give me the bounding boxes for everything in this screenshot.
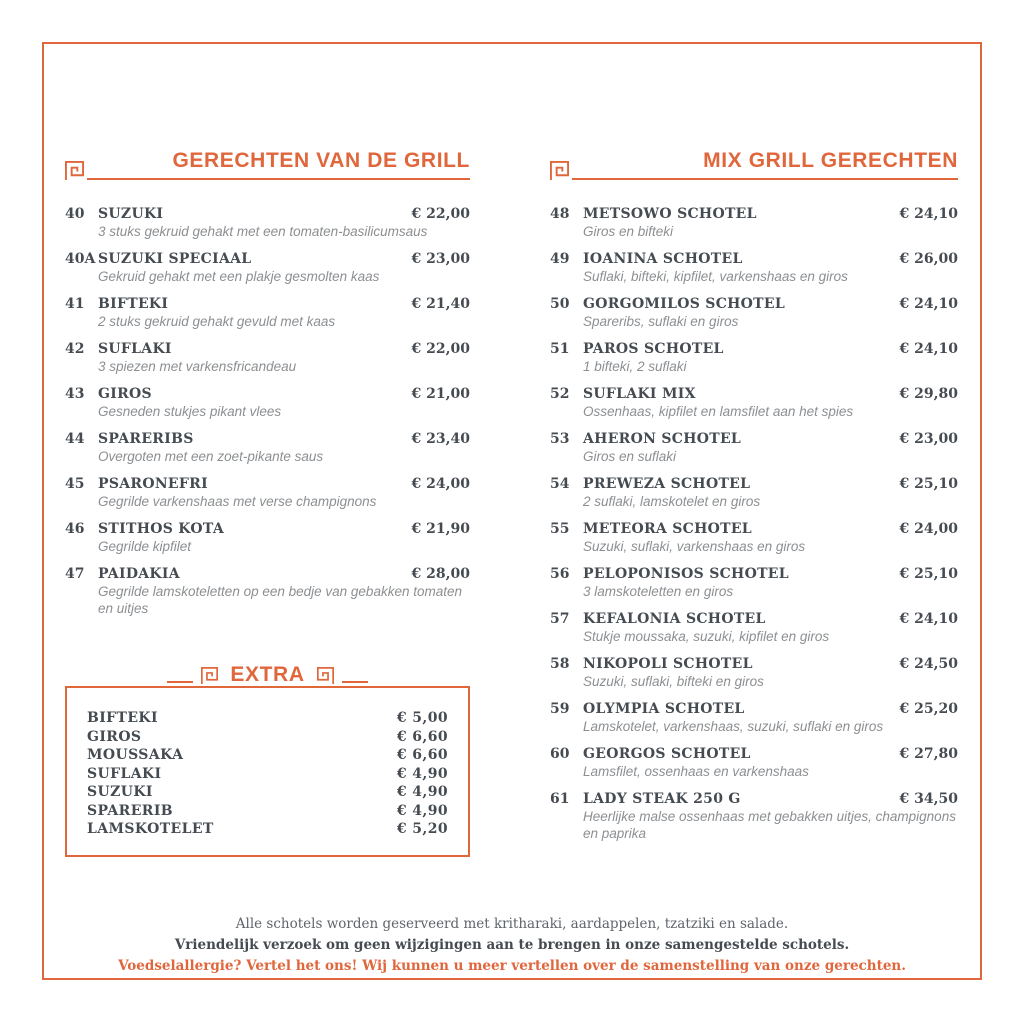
section-extra-header (65, 664, 470, 685)
menu-item (65, 341, 470, 375)
section-extra (65, 664, 470, 857)
item-number: 53 (550, 431, 570, 447)
menu-item (550, 701, 958, 735)
item-description: 2 stuks gekruid gehakt gevuld met kaas (98, 314, 336, 329)
section-mixgrill-header (550, 150, 958, 180)
menu-item (550, 386, 958, 420)
item-price: € 24,00 (899, 521, 958, 537)
item-name: METSOWO SCHOTEL (583, 206, 757, 222)
item-price: € 24,50 (899, 656, 958, 672)
menu-item-head (550, 296, 958, 313)
extra-item-row (87, 765, 448, 784)
item-name: PELOPONISOS SCHOTEL (583, 566, 789, 582)
item-description: 3 stuks gekruid gehakt met een tomaten-basilicumsaus (98, 224, 428, 239)
item-description: Gekruid gehakt met een plakje gesmolten kaas (98, 269, 380, 284)
item-description: 3 lamskoteletten en giros (583, 584, 734, 599)
extra-item-row (87, 820, 448, 839)
greek-key-icon (317, 667, 334, 684)
menu-item (65, 296, 470, 330)
item-price: € 21,90 (411, 521, 470, 537)
item-price: € 25,10 (899, 566, 958, 582)
item-number: 57 (550, 611, 570, 627)
extra-item-name: SUZUKI (87, 784, 153, 800)
item-price: € 24,10 (899, 296, 958, 312)
item-number: 55 (550, 521, 570, 537)
extra-item-row (87, 802, 448, 821)
extra-item-name: SPARERIB (87, 802, 174, 819)
menu-item (550, 251, 958, 285)
item-price: € 24,10 (899, 206, 958, 222)
item-number: 45 (65, 476, 85, 492)
item-name: PSARONEFRI (98, 476, 208, 492)
menu-item-head (65, 386, 470, 403)
menu-item-head (65, 341, 470, 358)
item-name: GIROS (98, 386, 152, 402)
extra-item-price: € 4,90 (396, 802, 448, 819)
menu-item-head (550, 701, 958, 718)
item-number: 56 (550, 566, 570, 582)
item-number: 50 (550, 296, 570, 312)
extra-item-price: € 6,60 (396, 747, 448, 763)
item-price: € 23,40 (411, 431, 470, 447)
menu-item (550, 431, 958, 465)
menu-item-head (65, 476, 470, 493)
item-name: LADY STEAK 250 G (583, 791, 741, 807)
item-name: SUZUKI (98, 206, 164, 222)
item-number: 40 (65, 206, 85, 222)
section-mixgrill-items (550, 206, 958, 842)
item-number: 43 (65, 386, 85, 402)
section-grill-title: GERECHTEN VAN DE GRILL (172, 149, 470, 172)
extra-item-price: € 5,20 (396, 821, 448, 837)
item-description: Lamskotelet, varkenshaas, suzuki, suflaki en giros (583, 719, 884, 734)
item-number: 44 (65, 431, 85, 447)
menu-item (550, 746, 958, 780)
item-description: Stukje moussaka, suzuki, kipfilet en giros (583, 629, 830, 644)
extra-header-dash-right (342, 681, 368, 683)
item-name: BIFTEKI (98, 296, 169, 312)
menu-item (65, 521, 470, 555)
section-grill (65, 150, 470, 628)
item-description: Heerlijke malse ossenhaas met gebakken uitjes, champignons en paprika (583, 809, 956, 841)
item-price: € 24,00 (411, 476, 470, 492)
menu-item (65, 566, 470, 617)
menu-item (550, 476, 958, 510)
item-price: € 23,00 (899, 431, 958, 447)
extra-item-name: SUFLAKI (87, 765, 162, 782)
item-price: € 28,00 (411, 566, 470, 582)
item-number: 48 (550, 206, 570, 222)
item-description: Gegrilde kipfilet (98, 539, 192, 554)
menu-item-head (550, 341, 958, 358)
item-price: € 27,80 (899, 746, 958, 762)
footer-notes (0, 914, 1024, 977)
menu-item-head (65, 251, 470, 268)
item-price: € 23,00 (411, 251, 470, 267)
menu-item-head (550, 206, 958, 223)
rule-line (572, 178, 958, 180)
item-description: Gegrilde lamskoteletten op een bedje van gebakken tomaten en uitjes (98, 584, 462, 616)
item-name: METEORA SCHOTEL (583, 521, 752, 537)
item-name: PAROS SCHOTEL (583, 341, 724, 357)
item-number: 42 (65, 341, 85, 357)
menu-item (550, 296, 958, 330)
item-name: GEORGOS SCHOTEL (583, 746, 751, 762)
item-number: 61 (550, 791, 570, 807)
item-description: Giros en suflaki (583, 449, 677, 464)
item-name: GORGOMILOS SCHOTEL (583, 296, 786, 312)
item-number: 52 (550, 386, 570, 402)
menu-item-head (65, 566, 470, 583)
menu-item (550, 791, 958, 842)
section-mixgrill (550, 150, 958, 853)
item-name: OLYMPIA SCHOTEL (583, 701, 745, 717)
menu-item (550, 341, 958, 375)
item-description: 1 bifteki, 2 suflaki (583, 359, 687, 374)
item-price: € 29,80 (899, 386, 958, 402)
item-number: 60 (550, 746, 570, 762)
section-grill-items (65, 206, 470, 617)
menu-item-head (550, 386, 958, 403)
item-name: SPARERIBS (98, 431, 194, 447)
menu-item-head (65, 206, 470, 223)
extra-item-name: BIFTEKI (87, 710, 158, 726)
extra-item-price: € 4,90 (396, 784, 448, 800)
item-description: 2 suflaki, lamskotelet en giros (583, 494, 761, 509)
extra-item-row (87, 728, 448, 747)
item-description: Suzuki, suflaki, bifteki en giros (583, 674, 764, 689)
item-description: 3 spiezen met varkensfricandeau (98, 359, 297, 374)
menu-item-head (550, 746, 958, 763)
menu-item-head (550, 566, 958, 583)
menu-item (65, 386, 470, 420)
menu-item (550, 656, 958, 690)
item-name: AHERON SCHOTEL (583, 431, 742, 447)
item-name: KEFALONIA SCHOTEL (583, 611, 766, 627)
section-grill-header (65, 150, 470, 180)
item-price: € 26,00 (899, 251, 958, 267)
item-number: 40A (65, 251, 96, 267)
extra-item-row (87, 783, 448, 802)
menu-item (550, 566, 958, 600)
extra-item-name: LAMSKOTELET (87, 821, 214, 837)
item-description: Gegrilde varkenshaas met verse champignons (98, 494, 377, 509)
item-name: PAIDAKIA (98, 566, 180, 582)
item-number: 58 (550, 656, 570, 672)
menu-item (65, 206, 470, 240)
section-extra-title: EXTRA (230, 663, 305, 686)
item-name: SUFLAKI MIX (583, 386, 696, 402)
menu-item (65, 476, 470, 510)
footer-note-allergy: Voedselallergie? Vertel het ons! Wij kunnen u meer vertellen over de samenstelling van onze gerechten. (118, 958, 906, 974)
item-number: 59 (550, 701, 570, 717)
extra-item-name: GIROS (87, 728, 142, 745)
menu-item (550, 521, 958, 555)
item-description: Overgoten met een zoet-pikante saus (98, 449, 324, 464)
item-description: Spareribs, suflaki en giros (583, 314, 739, 329)
item-price: € 22,00 (411, 341, 470, 357)
greek-key-icon (65, 161, 84, 180)
menu-item-head (65, 296, 470, 313)
item-name: NIKOPOLI SCHOTEL (583, 656, 753, 672)
menu-item (65, 251, 470, 285)
item-name: STITHOS KOTA (98, 521, 225, 537)
item-price: € 24,10 (899, 341, 958, 357)
item-description: Gesneden stukjes pikant vlees (98, 404, 282, 419)
menu-item-head (550, 656, 958, 673)
item-description: Lamsfilet, ossenhaas en varkenshaas (583, 764, 809, 779)
extra-item-price: € 6,60 (396, 728, 448, 745)
rule-line (87, 178, 470, 180)
item-price: € 25,10 (899, 476, 958, 492)
footer-note-serving: Alle schotels worden geserveerd met kritharaki, aardappelen, tzatziki en salade. (235, 916, 789, 932)
menu-item (550, 206, 958, 240)
extra-item-row (87, 746, 448, 765)
menu-item (550, 611, 958, 645)
item-name: IOANINA SCHOTEL (583, 251, 743, 267)
menu-item-head (550, 611, 958, 628)
menu-item-head (550, 791, 958, 808)
extra-box (65, 686, 470, 857)
section-mixgrill-title: MIX GRILL GERECHTEN (703, 149, 958, 172)
menu-item (65, 431, 470, 465)
menu-item-head (550, 431, 958, 448)
item-price: € 21,40 (411, 296, 470, 312)
item-number: 41 (65, 296, 85, 312)
item-number: 51 (550, 341, 570, 357)
item-number: 46 (65, 521, 85, 537)
item-number: 54 (550, 476, 570, 492)
greek-key-icon (201, 667, 218, 684)
item-name: SUFLAKI (98, 341, 172, 357)
item-price: € 24,10 (899, 611, 958, 627)
menu-item-head (550, 476, 958, 493)
item-number: 47 (65, 566, 85, 582)
item-price: € 25,20 (899, 701, 958, 717)
extra-header-dash-left (167, 681, 193, 683)
item-description: Suzuki, suflaki, varkenshaas en giros (583, 539, 806, 554)
menu-item-head (550, 521, 958, 538)
item-number: 49 (550, 251, 570, 267)
item-price: € 21,00 (411, 386, 470, 402)
item-price: € 22,00 (411, 206, 470, 222)
menu-item-head (550, 251, 958, 268)
greek-key-icon (550, 161, 569, 180)
extra-item-price: € 5,00 (396, 710, 448, 726)
item-price: € 34,50 (899, 791, 958, 807)
menu-item-head (65, 521, 470, 538)
extra-item-price: € 4,90 (396, 765, 448, 782)
footer-note-no-changes: Vriendelijk verzoek om geen wijzigingen aan te brengen in onze samengestelde schotels. (174, 937, 850, 953)
menu-item-head (65, 431, 470, 448)
extra-item-name: MOUSSAKA (87, 747, 184, 763)
item-name: PREWEZA SCHOTEL (583, 476, 751, 492)
extra-item-row (87, 709, 448, 728)
item-description: Ossenhaas, kipfilet en lamsfilet aan het spies (583, 404, 854, 419)
item-name: SUZUKI SPECIAAL (98, 251, 252, 267)
item-description: Giros en bifteki (583, 224, 674, 239)
item-description: Suflaki, bifteki, kipfilet, varkenshaas en giros (583, 269, 848, 284)
